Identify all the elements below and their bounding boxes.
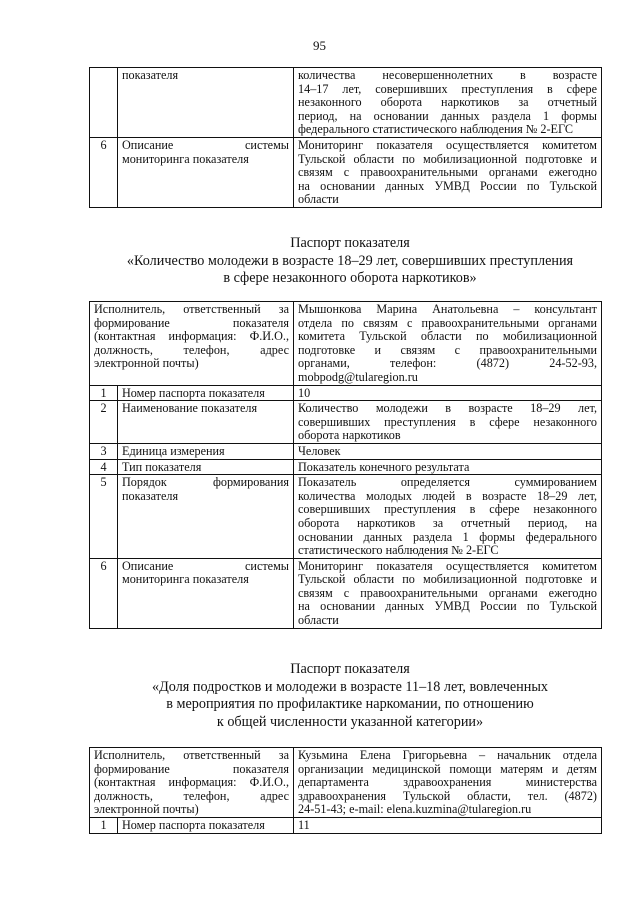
row-value-line: Показатель конечного результата (298, 459, 470, 474)
row-value-line: области (298, 613, 339, 628)
passport-table-share-11-18 (89, 747, 602, 834)
row-value-line: незаконного оборота наркотиков за отчетный (298, 95, 597, 110)
table-row (90, 68, 602, 138)
row-label-line: Описание системы (122, 137, 289, 152)
row-value (294, 401, 602, 444)
row-value-line: Мониторинг показателя осуществляется комитетом (298, 137, 597, 152)
row-number: 6 (90, 558, 118, 628)
row-value-line: Количество молодежи в возрасте 18–29 лет, (298, 401, 597, 416)
row-label (118, 401, 294, 444)
heading-title: Паспорт показателя (290, 661, 410, 677)
row-value-line: период, на основании данных раздела 1 формы (298, 108, 597, 123)
executor-value-line: Мышонкова Марина Анатольевна – консультант (298, 302, 597, 316)
row-value-line: Тульской области по мобилизационной подготовке и (298, 151, 597, 166)
row-number (90, 68, 118, 138)
row-value-line: федерального статистического наблюдения № 2-ЕГС (298, 122, 574, 137)
heading-line: в мероприятия по профилактике наркомании, по отношению (166, 696, 534, 712)
row-label (118, 558, 294, 628)
table-row (90, 401, 602, 444)
row-number: 1 (90, 817, 118, 833)
row-label (118, 459, 294, 475)
row-value-line: 14–17 лет, совершивших преступления в сфере (298, 81, 597, 96)
table-row (90, 385, 602, 401)
row-value-line: количества несовершеннолетних в возрасте (298, 68, 597, 82)
executor-label-line: должность, телефон, адрес (94, 342, 289, 357)
executor-label-line: электронной почты) (94, 356, 199, 371)
row-value-line: 10 (298, 385, 311, 400)
executor-label-line: (контактная информация: Ф.И.О., (94, 775, 289, 790)
row-value (294, 68, 602, 138)
executor-label-line: Исполнитель, ответственный за (94, 748, 289, 762)
row-label (118, 475, 294, 559)
row-value-line: совершивших преступления в сфере незаконного (298, 414, 597, 429)
row-label-line: Наименование показателя (122, 401, 258, 416)
executor-row (90, 748, 602, 818)
executor-value (294, 748, 602, 818)
row-value (294, 385, 602, 401)
executor-row (90, 302, 602, 386)
row-value-line: оборота наркотиков за отчетный период, на (298, 515, 597, 530)
row-label-line: Номер паспорта показателя (122, 385, 265, 400)
row-number: 6 (90, 137, 118, 207)
row-value-line: оборота наркотиков (298, 428, 401, 443)
executor-value-line: комитета Тульской области по мобилизационной (298, 329, 597, 344)
row-label (118, 137, 294, 207)
row-value-line: статистического наблюдения № 2-ЕГС (298, 543, 499, 558)
row-label (118, 68, 294, 138)
row-value-line: на основании данных УМВД России по Тульской (298, 599, 597, 614)
row-value-line: Показатель определяется суммированием (298, 475, 597, 490)
row-value-line: Человек (298, 443, 341, 458)
row-label (118, 817, 294, 833)
row-label-line: Номер паспорта показателя (122, 817, 265, 832)
row-number: 3 (90, 443, 118, 459)
row-value-line: на основании данных УМВД России по Тульской (298, 178, 597, 193)
row-label-line: Порядок формирования (122, 475, 289, 490)
row-value (294, 817, 602, 833)
heading-title: Паспорт показателя (290, 235, 410, 251)
heading-line: к общей численности указанной категории» (216, 713, 484, 730)
row-value (294, 443, 602, 459)
heading-line: «Количество молодежи в возрасте 18–29 лет, совершивших преступления (126, 252, 574, 269)
executor-label-line: (контактная информация: Ф.И.О., (94, 329, 289, 344)
heading-line: «Доля подростков и молодежи в возрасте 11–18 лет, вовлеченных (152, 678, 548, 695)
row-label-line: мониторинга показателя (122, 572, 249, 587)
executor-value-line: организации медицинской помощи матерям и детям (298, 761, 597, 776)
table-row (90, 817, 602, 833)
row-value (294, 459, 602, 475)
executor-label-line: должность, телефон, адрес (94, 788, 289, 803)
row-label-line: Единица измерения (122, 443, 225, 458)
executor-value-line: департамента здравоохранения министерства (298, 775, 597, 790)
row-value-line: Тульской области по мобилизационной подготовке и (298, 572, 597, 587)
passport-heading-share-11-18 (60, 661, 639, 731)
executor-value (294, 302, 602, 386)
row-value-line: основании данных раздела 1 формы федерального (298, 529, 597, 544)
executor-value-line: отдела по связям с правоохранительными органами (298, 315, 597, 330)
row-value (294, 137, 602, 207)
row-value-line: 11 (298, 817, 310, 832)
executor-value-line: здравоохранения Тульской области, тел. (4872) (298, 788, 597, 803)
executor-label-line: формирование показателя (94, 761, 289, 776)
row-label-line: показателя (122, 68, 179, 82)
executor-label-line: формирование показателя (94, 315, 289, 330)
passport-table-youth-18-29 (89, 301, 602, 629)
executor-label (90, 302, 294, 386)
row-value-line: Мониторинг показателя осуществляется комитетом (298, 558, 597, 573)
executor-value-line: органами, телефон: (4872) 24-52-93, (298, 356, 597, 371)
executor-label-line: Исполнитель, ответственный за (94, 302, 289, 316)
row-value-line: связям с правоохранительными органами ежегодно (298, 585, 597, 600)
row-value (294, 475, 602, 559)
row-label-line: Тип показателя (122, 459, 202, 474)
row-label-line: Описание системы (122, 558, 289, 573)
passport-heading-youth-18-29 (60, 235, 639, 288)
row-value-line: связям с правоохранительными органами ежегодно (298, 165, 597, 180)
executor-value-line: Кузьмина Елена Григорьевна – начальник отдела (298, 748, 597, 762)
row-value (294, 558, 602, 628)
row-label-line: мониторинга показателя (122, 151, 249, 166)
executor-value-line: mobpodg@tularegion.ru (298, 369, 418, 384)
executor-label-line: электронной почты) (94, 802, 199, 817)
table-row (90, 137, 602, 207)
row-value-line: области (298, 192, 339, 207)
executor-label (90, 748, 294, 818)
table-row (90, 459, 602, 475)
row-value-line: совершивших преступления в сфере незаконного (298, 502, 597, 517)
row-number: 4 (90, 459, 118, 475)
row-number: 5 (90, 475, 118, 559)
table-row (90, 558, 602, 628)
row-number: 1 (90, 385, 118, 401)
row-label (118, 385, 294, 401)
page-number: 95 (313, 38, 326, 53)
row-value-line: количества молодых людей в возрасте 18–29 лет, (298, 488, 597, 503)
passport-table-continued (89, 67, 602, 208)
table-row (90, 475, 602, 559)
executor-value-line: подготовке и связям с правоохранительными (298, 342, 597, 357)
heading-line: в сфере незаконного оборота наркотиков» (223, 270, 477, 286)
row-number: 2 (90, 401, 118, 444)
row-label (118, 443, 294, 459)
table-row (90, 443, 602, 459)
row-label-line: показателя (122, 488, 179, 503)
executor-value-line: 24-51-43; e-mail: elena.kuzmina@tularegion.ru (298, 802, 532, 817)
